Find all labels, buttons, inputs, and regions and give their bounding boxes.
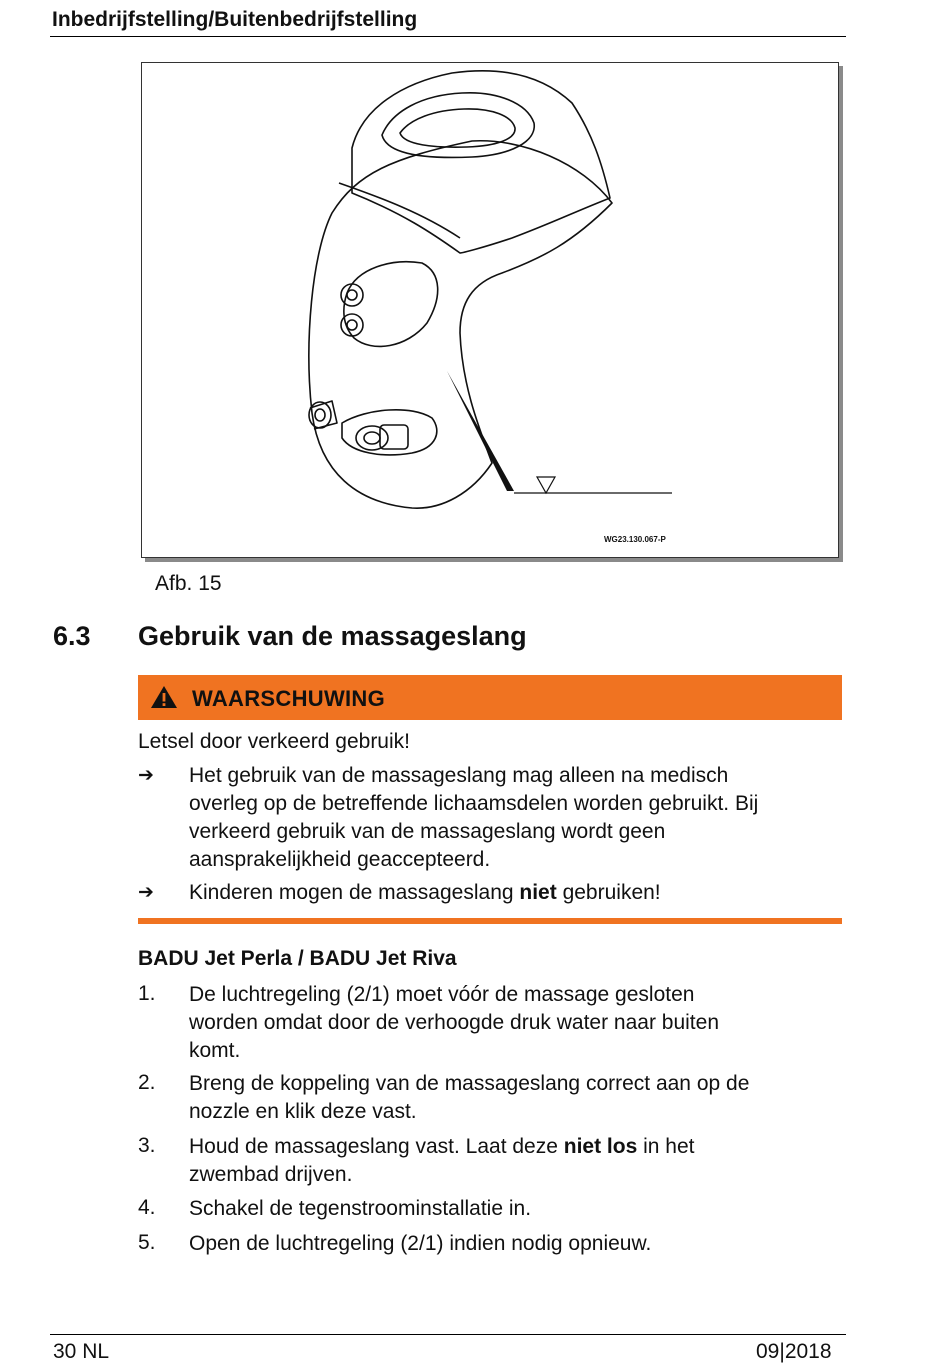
step-text <box>189 1133 849 1189</box>
lower-nozzle-recess <box>342 410 437 455</box>
unit-top-collar <box>352 71 610 253</box>
text-line: nozzle en klik deze vast. <box>189 1100 417 1123</box>
warning-end-rule <box>138 918 842 924</box>
text-line: overleg op de betreffende lichaamsdelen worden gebruikt. Bij <box>189 792 759 815</box>
figure-caption: Afb. 15 <box>155 572 222 595</box>
warning-item <box>189 762 849 874</box>
text-line <box>189 1133 849 1161</box>
text-line: aansprakelijkheid geaccepteerd. <box>189 848 491 871</box>
edition-date: 09|2018 <box>756 1340 832 1363</box>
product-title: BADU Jet Perla / BADU Jet Riva <box>138 947 457 970</box>
text-line: Open de luchtregeling (2/1) indien nodig opnieuw. <box>189 1232 652 1255</box>
warning-item <box>189 879 849 907</box>
footer-divider <box>50 1334 846 1335</box>
step-number: 3. <box>138 1134 156 1157</box>
step-number: 4. <box>138 1196 156 1219</box>
text-line: verkeerd gebruik van de massageslang wordt geen <box>189 820 666 843</box>
step-number: 2. <box>138 1071 156 1094</box>
bullet-arrow-icon: ➔ <box>138 882 154 903</box>
text-line: Breng de koppeling van de massageslang correct aan op de <box>189 1072 750 1095</box>
figure-code: WG23.130.067-P <box>604 535 666 544</box>
step-text <box>189 981 849 1065</box>
text-span: in het <box>637 1135 695 1158</box>
page-number: 30 NL <box>53 1340 110 1363</box>
text-span: Kinderen mogen de massageslang <box>189 881 520 904</box>
step-number: 5. <box>138 1231 156 1254</box>
text-line: Het gebruik van de massageslang mag alleen na medisch <box>189 764 729 787</box>
section-number: 6.3 <box>53 621 91 651</box>
step-text <box>189 1070 849 1126</box>
warning-banner <box>138 675 842 720</box>
step-text <box>189 1230 849 1258</box>
emphasis: niet los <box>563 1135 638 1158</box>
step-text <box>189 1195 849 1223</box>
bullet-arrow-icon: ➔ <box>138 765 154 786</box>
step-number: 1. <box>138 982 156 1005</box>
text-span: gebruiken! <box>556 881 661 904</box>
unit-body-outline <box>309 141 612 508</box>
text-line: Schakel de tegenstroominstallatie in. <box>189 1197 532 1220</box>
unit-collar-lip <box>339 183 460 238</box>
emphasis: niet <box>519 881 557 904</box>
text-line: De luchtregeling (2/1) moet vóór de massage gesloten <box>189 983 695 1006</box>
warning-triangle-icon <box>150 685 178 709</box>
warning-label: WAARSCHUWING <box>192 686 386 711</box>
text-line: zwembad drijven. <box>189 1163 353 1186</box>
text-line: komt. <box>189 1039 241 1062</box>
header-divider <box>50 36 846 37</box>
counter-current-unit-illustration <box>142 63 838 557</box>
text-line: worden omdat door de verhoogde druk water naar buiten <box>189 1011 720 1034</box>
text-span: Houd de massageslang vast. Laat deze <box>189 1135 564 1158</box>
water-level-pointer <box>447 371 514 491</box>
running-header: Inbedrijfstelling/Buitenbedrijfstelling <box>52 8 418 31</box>
figure-frame <box>141 62 839 558</box>
section-title: Gebruik van de massageslang <box>138 621 527 651</box>
warning-lead: Letsel door verkeerd gebruik! <box>138 730 410 753</box>
water-level-symbol <box>537 477 555 493</box>
